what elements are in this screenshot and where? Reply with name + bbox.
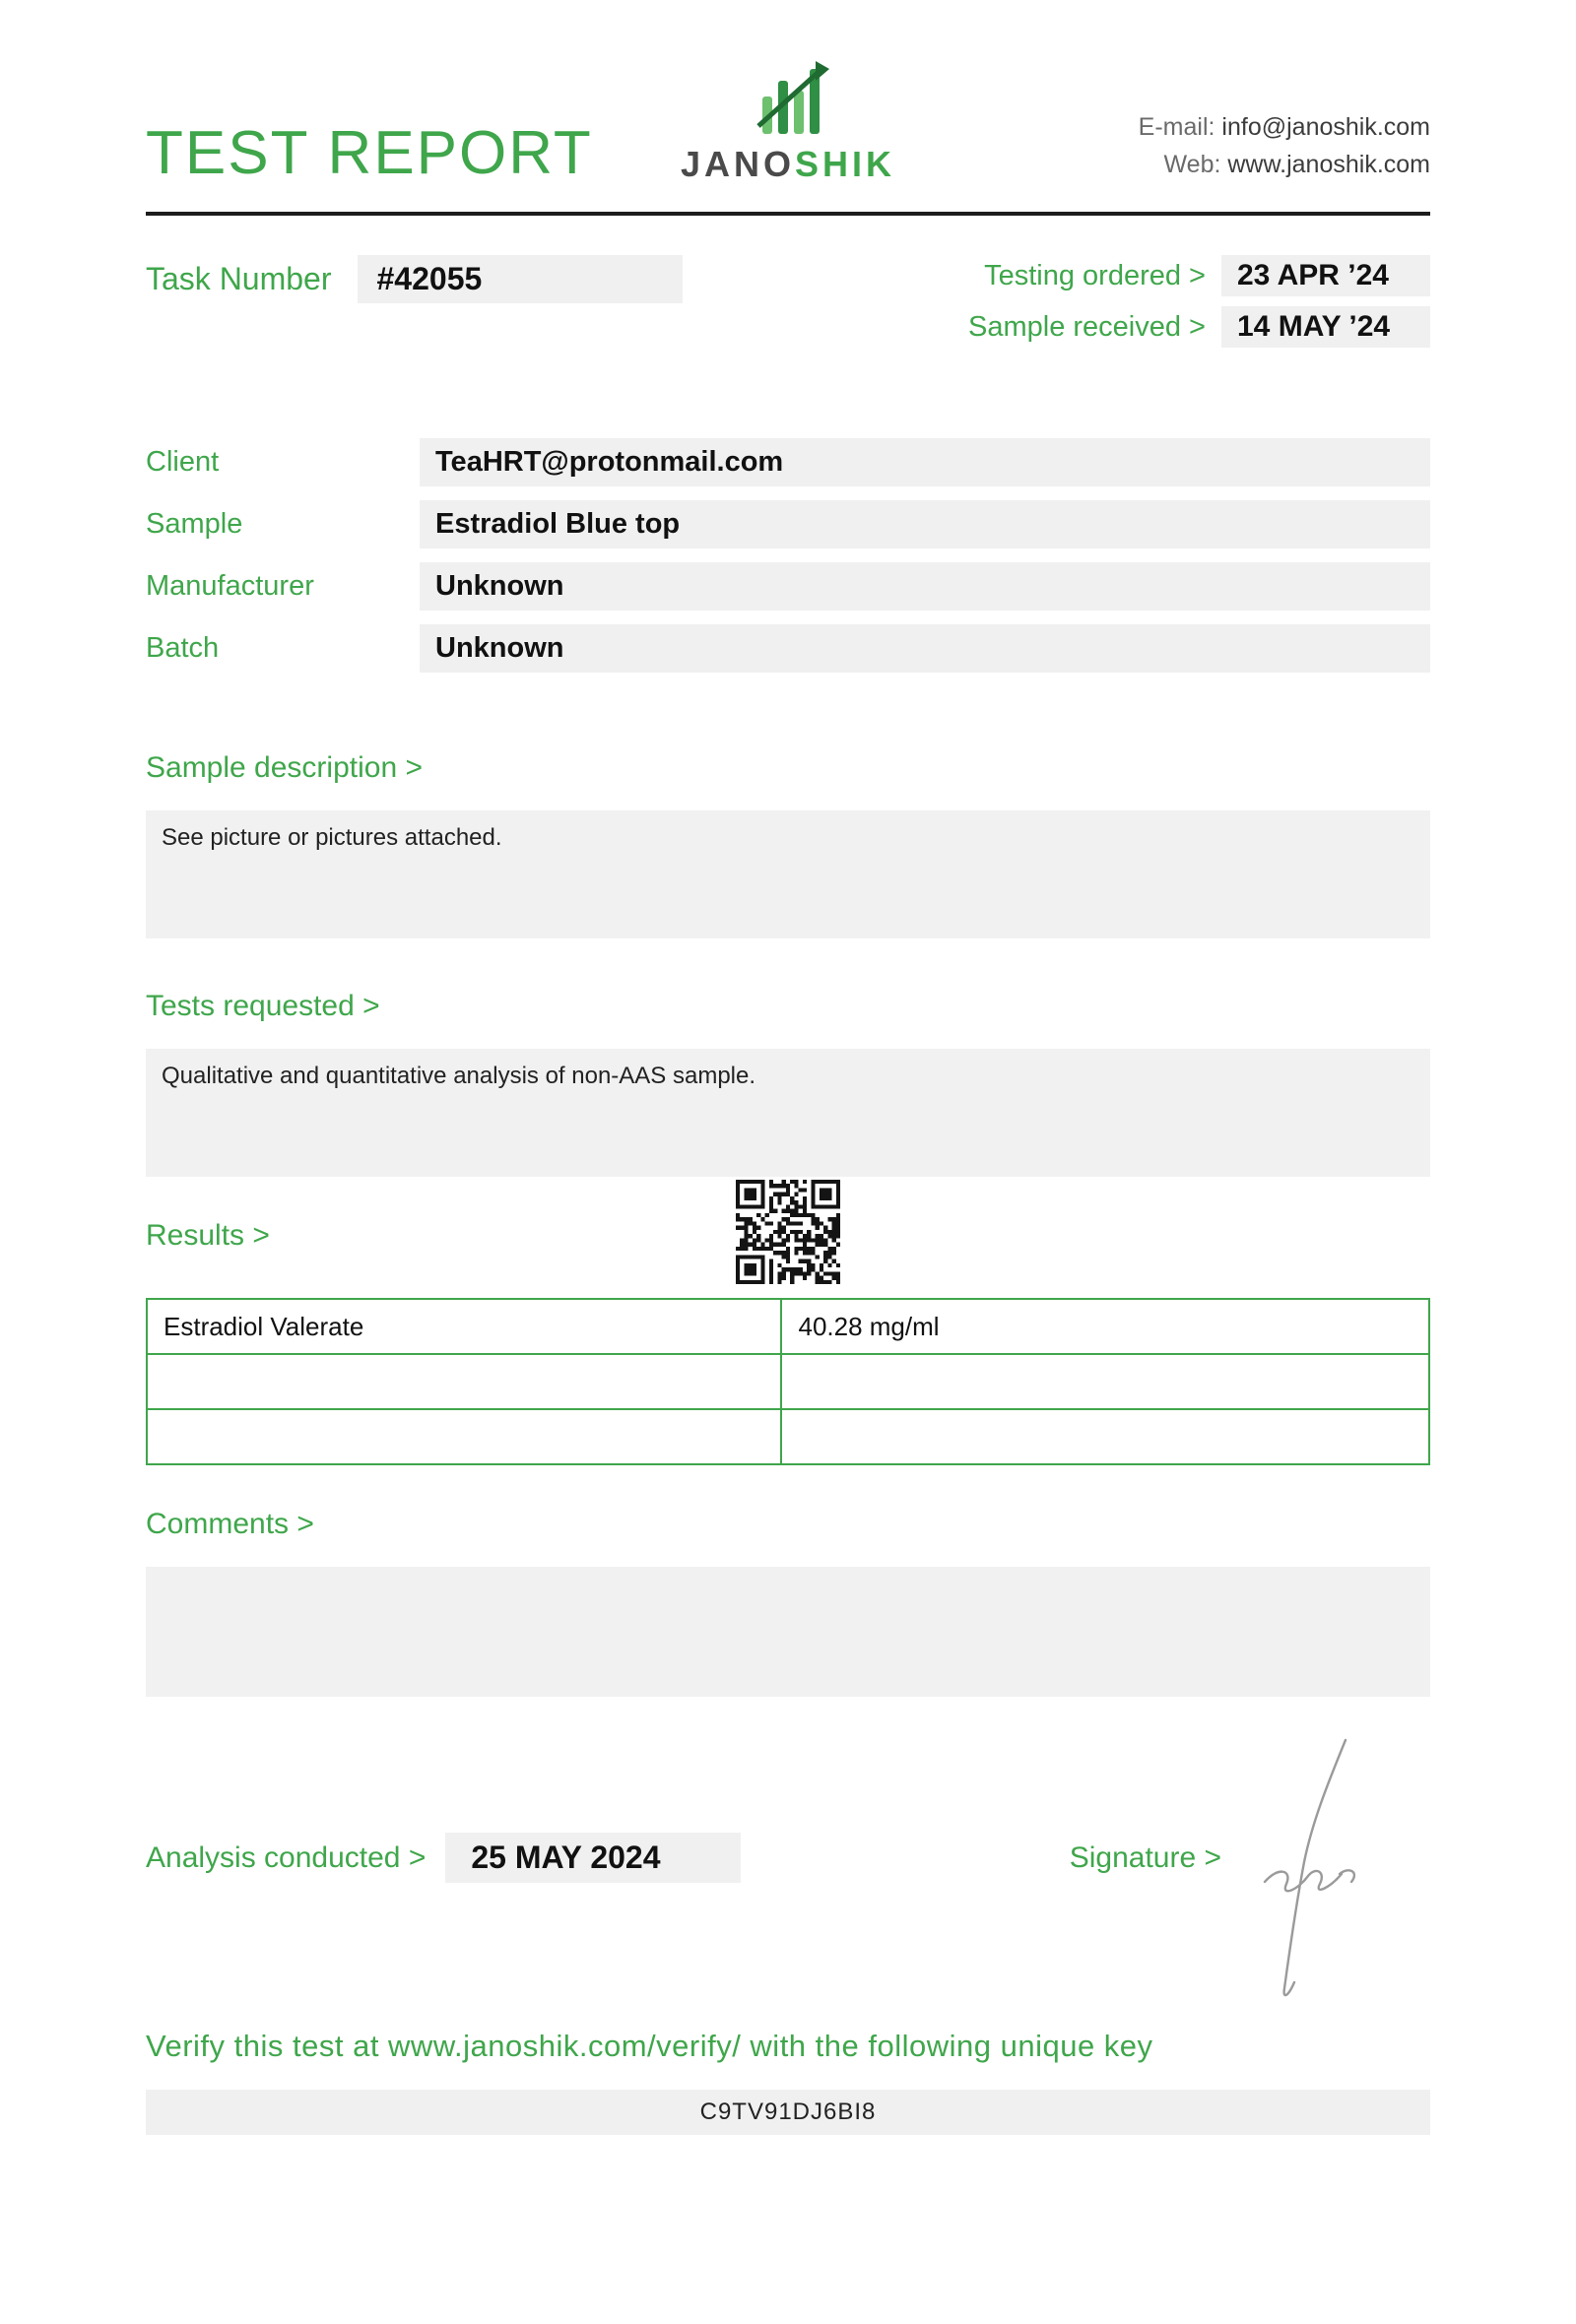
info-row-sample (146, 500, 1430, 549)
comments-box (146, 1567, 1430, 1697)
testing-ordered-row (968, 255, 1430, 296)
brand-logo (681, 57, 895, 188)
sample-description-box: See picture or pictures attached. (146, 810, 1430, 938)
result-value-cell (781, 1354, 1429, 1409)
batch-label: Batch (146, 632, 220, 664)
header-divider (146, 212, 1430, 216)
comments-section (146, 1508, 1430, 1697)
result-name-cell (147, 1409, 781, 1464)
task-number-label: Task Number (146, 261, 332, 296)
client-value: TeaHRT@protonmail.com (420, 438, 1430, 486)
brand-name (680, 144, 896, 188)
page-title: TEST REPORT (146, 119, 593, 187)
info-row-client (146, 438, 1430, 486)
task-number-value: #42055 (358, 255, 683, 303)
results-table (146, 1298, 1430, 1465)
brand-name-shik: SHIK (795, 144, 896, 184)
task-row (146, 255, 1430, 348)
web-value: www.janoshik.com (1227, 151, 1431, 179)
unique-key-value: C9TV91DJ6BI8 (146, 2090, 1430, 2135)
sample-received-row (968, 306, 1430, 348)
contact-email-line (895, 108, 1430, 147)
sample-label: Sample (146, 508, 243, 540)
web-label: Web: (1163, 151, 1221, 179)
verify-text: Verify this test at www.janoshik.com/verify/ with the following unique key (146, 2029, 1153, 2063)
contact-info (895, 108, 1430, 189)
sample-received-value: 14 MAY ’24 (1221, 306, 1430, 348)
analysis-signature-row (146, 1833, 1430, 1883)
batch-value: Unknown (420, 624, 1430, 673)
testing-ordered-label: Testing ordered > (984, 259, 1206, 291)
results-heading: Results > (146, 1219, 270, 1252)
result-row (147, 1354, 1429, 1409)
sample-description-heading: Sample description > (146, 751, 423, 784)
sample-description-section (146, 751, 1430, 938)
email-label: E-mail: (1138, 112, 1215, 141)
result-name-cell (147, 1354, 781, 1409)
sample-received-label: Sample received > (968, 310, 1206, 343)
result-row (147, 1409, 1429, 1464)
sample-value: Estradiol Blue top (420, 500, 1430, 549)
report-header (146, 0, 1430, 188)
analysis-conducted-label: Analysis conducted > (146, 1840, 427, 1874)
comments-heading: Comments > (146, 1508, 314, 1540)
result-value-cell (781, 1409, 1429, 1464)
qr-code-icon (736, 1180, 840, 1284)
signature-label: Signature > (1069, 1840, 1221, 1874)
info-row-manufacturer (146, 562, 1430, 611)
contact-web-line (895, 146, 1430, 184)
sample-info (146, 438, 1430, 673)
manufacturer-value: Unknown (420, 562, 1430, 611)
result-name-cell: Estradiol Valerate (147, 1299, 781, 1354)
signature-icon (1247, 1732, 1395, 2013)
tests-requested-box: Qualitative and quantitative analysis of non-AAS sample. (146, 1049, 1430, 1177)
tests-requested-section (146, 990, 1430, 1177)
analysis-conducted-value: 25 MAY 2024 (445, 1833, 741, 1883)
client-label: Client (146, 446, 220, 478)
result-row (147, 1299, 1429, 1354)
result-value-cell: 40.28 mg/ml (781, 1299, 1429, 1354)
manufacturer-label: Manufacturer (146, 570, 314, 602)
results-section (146, 1219, 1430, 1465)
brand-name-jano: JANO (680, 144, 796, 184)
testing-ordered-value: 23 APR ’24 (1221, 255, 1430, 296)
bar-chart-arrow-icon (733, 57, 843, 145)
email-value: info@janoshik.com (1221, 112, 1431, 141)
tests-requested-heading: Tests requested > (146, 990, 380, 1022)
info-row-batch (146, 624, 1430, 673)
